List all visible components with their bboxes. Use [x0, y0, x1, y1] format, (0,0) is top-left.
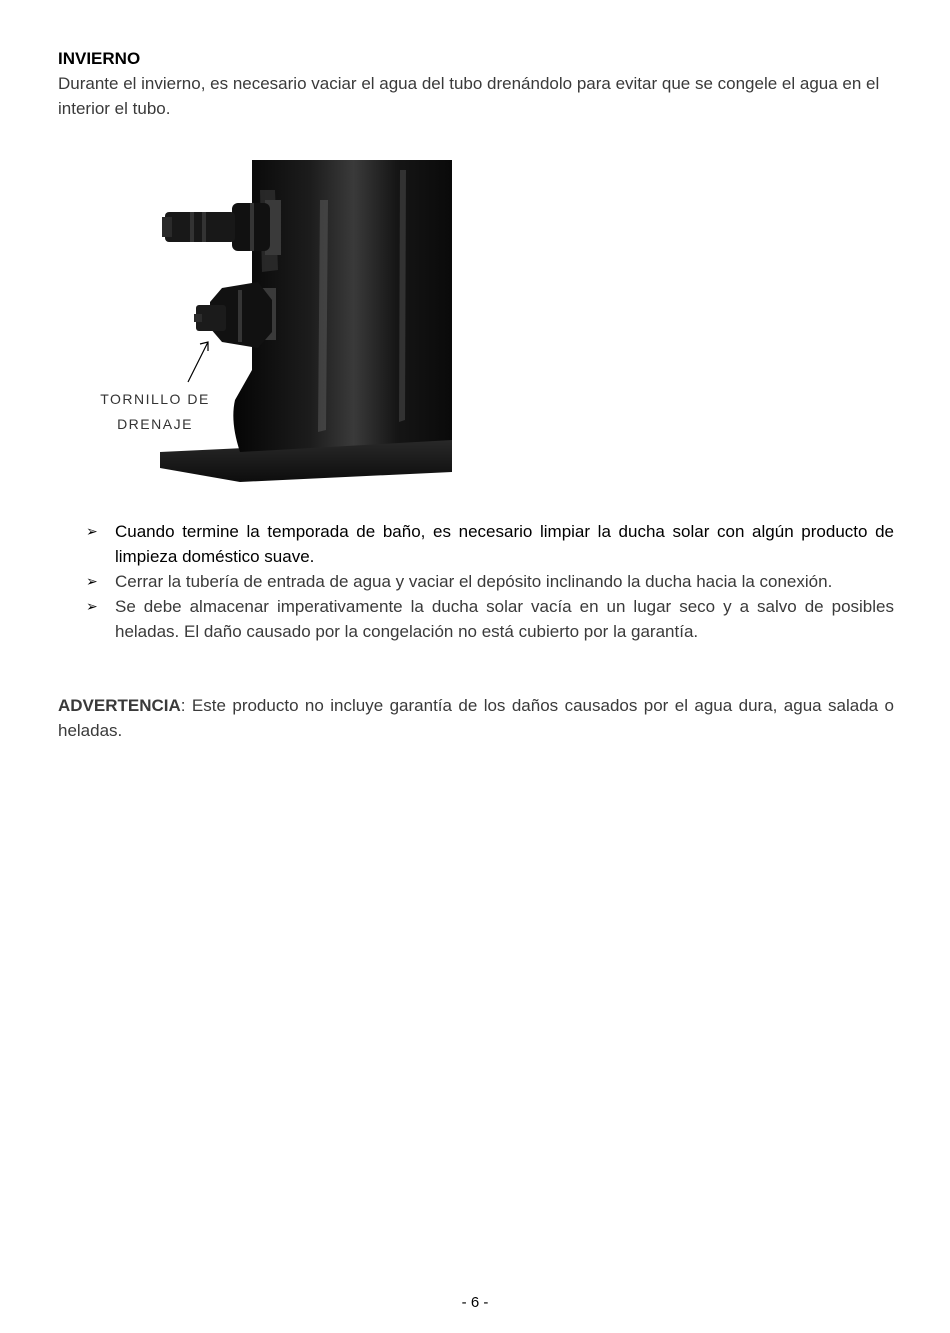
intro-paragraph: Durante el invierno, es necesario vaciar el agua del tubo drenándolo para evitar que se congele el agua en el interior el tubo.: [58, 74, 880, 118]
list-item: [86, 519, 894, 569]
figure-label-line2: DRENAJE: [117, 416, 193, 432]
instructions-list: [86, 519, 894, 644]
warning-paragraph: [58, 693, 894, 743]
warning-text: : Este producto no incluye garantía de los daños causados por el agua dura, agua salada o heladas.: [58, 696, 894, 740]
arrow-line: [188, 342, 208, 382]
warning-label: ADVERTENCIA: [58, 696, 181, 715]
list-item-text: Se debe almacenar imperativamente la ducha solar vacía en un lugar seco y a salvo de posibles heladas. El daño causado por la congelación no está cubierto por la garantía.: [115, 597, 894, 641]
list-item: [86, 594, 894, 644]
arrow-bullet-icon: ➢: [86, 598, 98, 614]
arrow-bullet-icon: ➢: [86, 573, 98, 589]
page-number: - 6 -: [461, 1294, 489, 1311]
drain-screw-figure: [90, 160, 455, 490]
hose-connector: [165, 212, 235, 242]
figure-label-line1: TORNILLO DE: [100, 391, 210, 407]
list-item-text: Cerrar la tubería de entrada de agua y vaciar el depósito inclinando la ducha hacia la conexión.: [115, 572, 833, 591]
list-item-text: Cuando termine la temporada de baño, es necesario limpiar la ducha solar con algún producto de limpieza doméstico suave.: [115, 522, 894, 566]
list-item: [86, 569, 894, 594]
arrow-bullet-icon: ➢: [86, 523, 98, 539]
shower-drain-pipe-photo: [90, 160, 455, 490]
figure-label: [90, 387, 220, 437]
section-heading: INVIERNO: [58, 49, 141, 68]
